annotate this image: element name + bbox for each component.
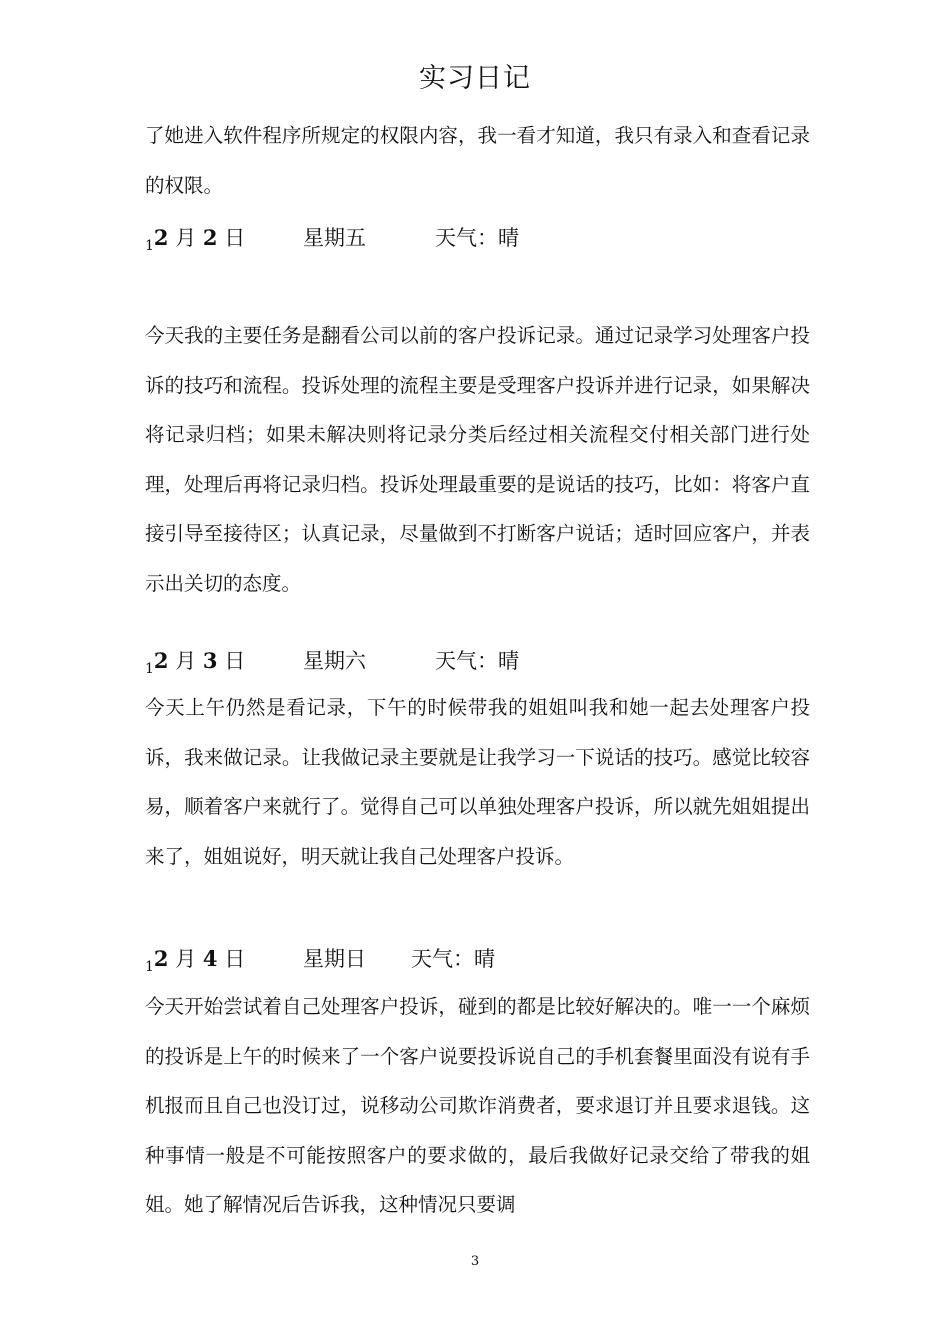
entry-heading-3 (145, 943, 495, 975)
entry-day-word: 日 (217, 947, 246, 971)
entry-month: 2 (153, 648, 169, 673)
entry-month-word: 月 (168, 947, 203, 971)
entry-month-prefix: 1 (145, 661, 154, 677)
entry-month: 2 (153, 225, 169, 250)
entry-day: 3 (202, 648, 218, 673)
entry-day-word: 日 (217, 226, 246, 250)
entry-weather: 天气：晴 (435, 649, 519, 673)
entry-weekday: 星期日 (303, 947, 366, 971)
entry-weekday: 星期五 (303, 226, 366, 250)
entry-day: 4 (202, 946, 218, 971)
intro-paragraph: 了她进入软件程序所规定的权限内容，我一看才知道，我只有录入和查看记录的权限。 (145, 124, 810, 197)
page-title: 实习日记 (419, 63, 531, 94)
entry-month-prefix: 1 (145, 238, 154, 254)
entry-body-2: 今天上午仍然是看记录，下午的时候带我的姐姐叫我和她一起去处理客户投诉，我来做记录。让我做记录主要就是让我学习一下说话的技巧。感觉比较容易，顺着客户来就行了。觉得自己可以单独处理客户投诉，所以就先姐姐提出来了，姐姐说好，明天就让我自己处理客户投诉。 (145, 696, 810, 868)
entry-weather: 天气：晴 (411, 947, 495, 971)
entry-day: 2 (202, 225, 218, 250)
entry-heading-2 (145, 645, 519, 677)
entry-month-prefix: 1 (145, 959, 154, 975)
entry-month-word: 月 (168, 226, 203, 250)
entry-month: 2 (153, 946, 169, 971)
entry-month-word: 月 (168, 649, 203, 673)
entry-weekday: 星期六 (303, 649, 366, 673)
entry-day-word: 日 (217, 649, 246, 673)
entry-body-1: 今天我的主要任务是翻看公司以前的客户投诉记录。通过记录学习处理客户投诉的技巧和流程。投诉处理的流程主要是受理客户投诉并进行记录，如果解决将记录归档；如果未解决则将记录分类后经过相关流程交付相关部门进行处理，处理后再将记录归档。投诉处理最重要的是说话的技巧，比如：将客户直接引导至接待区；认真记录，尽量做到不打断客户说话；适时回应客户，并表示出关切的态度。 (145, 324, 810, 595)
entry-heading-1 (145, 222, 519, 254)
page-number: 3 (470, 1254, 480, 1269)
entry-body-3: 今天开始尝试着自己处理客户投诉，碰到的都是比较好解决的。唯一一个麻烦的投诉是上午的时候来了一个客户说要投诉说自己的手机套餐里面没有说有手机报而且自己也没订过，说移动公司欺诈消费者，要求退订并且要求退钱。这种事情一般是不可能按照客户的要求做的，最后我做好记录交给了带我的姐姐。她了解情况后告诉我，这种情况只要调 (145, 995, 810, 1216)
entry-weather: 天气：晴 (435, 226, 519, 250)
